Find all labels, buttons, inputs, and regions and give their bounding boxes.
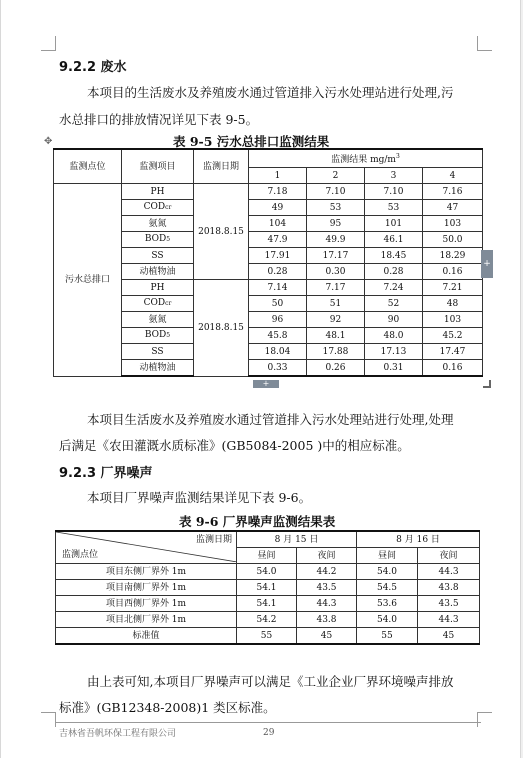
header-point: 监测点位 <box>62 550 99 560</box>
value-cell: 50.0 <box>423 232 483 248</box>
header-col-2: 2 <box>307 168 365 184</box>
value-cell: 43.5 <box>297 580 357 596</box>
value-cell: 18.45 <box>365 248 423 264</box>
item-name: 氨氮 <box>148 218 167 229</box>
item-name: COD <box>143 298 166 308</box>
corner-mark-bottom-right <box>477 712 492 727</box>
item-cell <box>122 264 194 280</box>
point-cell: 项目北侧厂界外 1m <box>56 612 237 628</box>
value-cell: 96 <box>249 312 307 328</box>
value-cell: 48 <box>423 296 483 312</box>
value-cell: 0.30 <box>307 264 365 280</box>
value-cell: 18.04 <box>249 344 307 360</box>
table-row <box>54 184 483 200</box>
value-cell: 95 <box>307 216 365 232</box>
value-cell: 17.91 <box>249 248 307 264</box>
value-cell: 46.1 <box>365 232 423 248</box>
value-cell: 92 <box>307 312 365 328</box>
value-cell: 7.16 <box>423 184 483 200</box>
item-cell <box>122 184 194 200</box>
value-cell: 17.13 <box>365 344 423 360</box>
item-cell <box>122 312 194 328</box>
value-cell: 55 <box>237 628 297 645</box>
value-cell: 51 <box>307 296 365 312</box>
table-row <box>56 564 480 580</box>
item-name: 氨氮 <box>148 314 167 325</box>
resize-handle[interactable] <box>483 380 491 388</box>
value-cell: 43.8 <box>297 612 357 628</box>
value-cell: 7.17 <box>307 280 365 296</box>
value-cell: 0.33 <box>249 360 307 377</box>
value-cell: 50 <box>249 296 307 312</box>
value-cell: 18.29 <box>423 248 483 264</box>
item-name: SS <box>151 250 164 261</box>
item-cell <box>122 344 194 360</box>
value-cell: 103 <box>423 216 483 232</box>
section-heading-wastewater: 9.2.2 废水 <box>59 60 127 75</box>
value-cell: 47.9 <box>249 232 307 248</box>
item-name: 动植物油 <box>139 362 176 373</box>
value-cell: 45.8 <box>249 328 307 344</box>
value-cell: 54.1 <box>237 580 297 596</box>
header-col-3: 3 <box>365 168 423 184</box>
header-sub-1: 昼间 <box>237 548 297 564</box>
value-cell: 0.31 <box>365 360 423 377</box>
item-cell <box>122 200 194 216</box>
item-subscript: 5 <box>166 236 171 243</box>
value-cell: 7.14 <box>249 280 307 296</box>
header-day-2: 8 月 16 日 <box>357 531 480 548</box>
point-cell: 标准值 <box>56 628 237 645</box>
value-cell: 7.18 <box>249 184 307 200</box>
value-cell: 7.10 <box>365 184 423 200</box>
header-result-text: 监测结果 mg/m <box>331 155 396 165</box>
footer-rule <box>56 722 481 723</box>
item-cell <box>122 232 194 248</box>
value-cell: 54.1 <box>237 596 297 612</box>
table-row <box>56 628 480 645</box>
noise-conclusion-line1: 由上表可知,本项目厂界噪声可以满足《工业企业厂界环境噪声排放 <box>87 674 454 689</box>
header-date: 监测日期 <box>194 149 249 184</box>
value-cell: 43.8 <box>418 580 480 596</box>
value-cell: 54.2 <box>237 612 297 628</box>
point-cell: 项目西侧厂界外 1m <box>56 596 237 612</box>
corner-mark-top-right <box>477 36 492 51</box>
value-cell: 48.1 <box>307 328 365 344</box>
page-number: 29 <box>263 728 275 738</box>
item-subscript: cr <box>165 204 172 211</box>
value-cell: 54.5 <box>357 580 418 596</box>
item-cell <box>122 296 194 312</box>
corner-mark-top-left <box>41 36 56 51</box>
item-cell <box>122 328 194 344</box>
plus-icon[interactable]: + <box>253 380 279 388</box>
item-name: COD <box>143 202 166 212</box>
date-cell: 2018.8.15 <box>194 280 249 377</box>
value-cell: 45.2 <box>423 328 483 344</box>
header-sub-2: 夜间 <box>297 548 357 564</box>
value-cell: 44.2 <box>297 564 357 580</box>
value-cell: 17.17 <box>307 248 365 264</box>
value-cell: 17.47 <box>423 344 483 360</box>
date-cell: 2018.8.15 <box>194 184 249 280</box>
water-conclusion-line2: 后满足《农田灌溉水质标准》(GB5084-2005 )中的相应标准。 <box>59 438 410 453</box>
item-cell <box>122 216 194 232</box>
header-sub-3: 昼间 <box>357 548 418 564</box>
value-cell: 53 <box>365 200 423 216</box>
table-row <box>56 612 480 628</box>
header-day-1: 8 月 15 日 <box>237 531 357 548</box>
table-9-5 <box>53 148 483 377</box>
value-cell: 54.0 <box>357 612 418 628</box>
item-subscript: cr <box>165 300 172 307</box>
noise-paragraph: 本项目厂界噪声监测结果详见下表 9-6。 <box>87 490 312 505</box>
table-9-6 <box>55 530 480 645</box>
value-cell: 49 <box>249 200 307 216</box>
value-cell: 104 <box>249 216 307 232</box>
value-cell: 0.16 <box>423 360 483 377</box>
header-col-1: 1 <box>249 168 307 184</box>
value-cell: 17.88 <box>307 344 365 360</box>
item-name: PH <box>150 282 165 293</box>
value-cell: 0.28 <box>365 264 423 280</box>
value-cell: 48.0 <box>365 328 423 344</box>
value-cell: 54.0 <box>237 564 297 580</box>
value-cell: 44.3 <box>297 596 357 612</box>
point-cell: 项目南侧厂界外 1m <box>56 580 237 596</box>
header-result <box>249 149 483 168</box>
value-cell: 0.26 <box>307 360 365 377</box>
value-cell: 47 <box>423 200 483 216</box>
item-name: BOD <box>144 330 167 340</box>
value-cell: 54.0 <box>357 564 418 580</box>
location-cell: 污水总排口 <box>54 184 122 377</box>
value-cell: 52 <box>365 296 423 312</box>
value-cell: 45 <box>418 628 480 645</box>
item-name: PH <box>150 186 165 197</box>
wastewater-paragraph-line2: 水总排口的排放情况详见下表 9-5。 <box>59 112 259 127</box>
header-sub-4: 夜间 <box>418 548 480 564</box>
value-cell: 43.5 <box>418 596 480 612</box>
value-cell: 44.3 <box>418 564 480 580</box>
item-name: 动植物油 <box>139 266 176 277</box>
value-cell: 7.24 <box>365 280 423 296</box>
value-cell: 53.6 <box>357 596 418 612</box>
item-cell <box>122 280 194 296</box>
value-cell: 49.9 <box>307 232 365 248</box>
four-arrows-icon[interactable]: ✥ <box>44 136 53 147</box>
table-row <box>56 596 480 612</box>
value-cell: 55 <box>357 628 418 645</box>
value-cell: 103 <box>423 312 483 328</box>
table-9-6-caption: 表 9-6 厂界噪声监测结果表 <box>179 514 336 529</box>
header-point: 监测点位 <box>54 149 122 184</box>
value-cell: 44.3 <box>418 612 480 628</box>
item-cell <box>122 360 194 377</box>
table-9-5-caption: 表 9-5 污水总排口监测结果 <box>173 134 330 149</box>
value-cell: 53 <box>307 200 365 216</box>
item-subscript: 5 <box>166 332 171 339</box>
item-name: SS <box>151 346 164 357</box>
value-cell: 90 <box>365 312 423 328</box>
wastewater-paragraph-line1: 本项目的生活废水及养殖废水通过管道排入污水处理站进行处理,污 <box>87 85 454 100</box>
header-result-sup: 3 <box>395 153 400 160</box>
table-row <box>56 580 480 596</box>
item-cell <box>122 248 194 264</box>
item-name: BOD <box>144 234 167 244</box>
value-cell: 0.16 <box>423 264 483 280</box>
value-cell: 7.21 <box>423 280 483 296</box>
plus-icon[interactable]: + <box>481 250 493 278</box>
footer-company: 吉林省吾帆环保工程有限公司 <box>59 729 177 739</box>
value-cell: 45 <box>297 628 357 645</box>
corner-mark-bottom-left <box>41 712 56 727</box>
water-conclusion-line1: 本项目生活废水及养殖废水通过管道排入污水处理站进行处理,处理 <box>87 412 454 427</box>
value-cell: 7.10 <box>307 184 365 200</box>
value-cell: 101 <box>365 216 423 232</box>
noise-diagonal-header <box>56 531 237 564</box>
noise-conclusion-line2: 标准》(GB12348-2008)1 类区标准。 <box>59 700 276 715</box>
header-item: 监测项目 <box>122 149 194 184</box>
point-cell: 项目东侧厂界外 1m <box>56 564 237 580</box>
header-col-4: 4 <box>423 168 483 184</box>
value-cell: 0.28 <box>249 264 307 280</box>
header-date: 监测日期 <box>195 535 232 545</box>
section-heading-noise: 9.2.3 厂界噪声 <box>59 466 153 481</box>
